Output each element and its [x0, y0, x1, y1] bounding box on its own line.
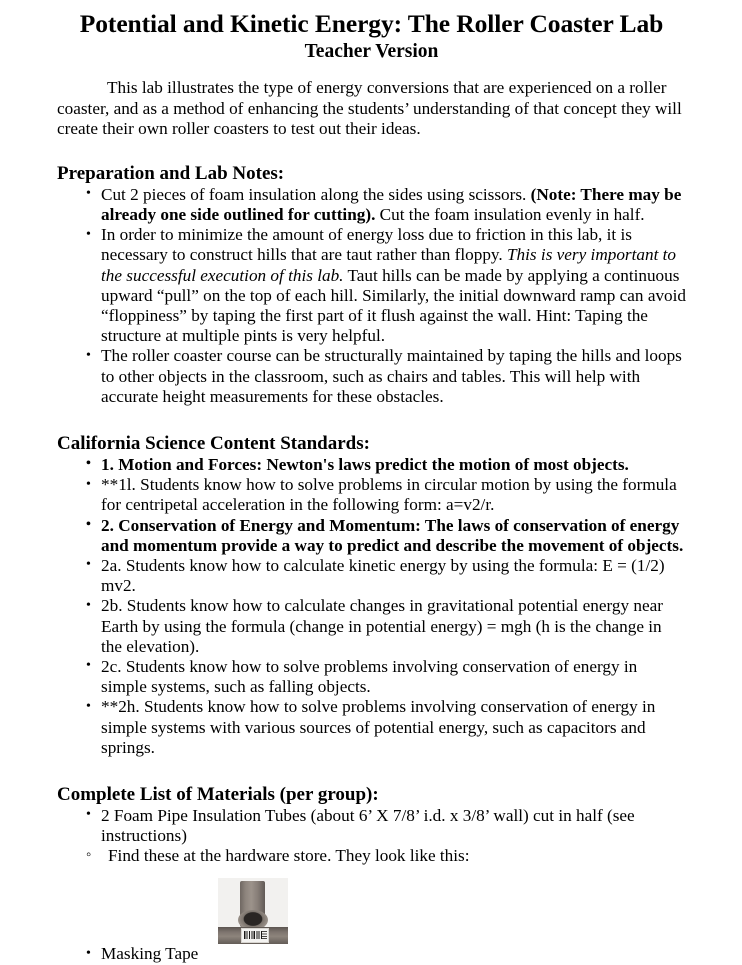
barcode-icon — [244, 931, 262, 939]
page-subtitle: Teacher Version — [304, 40, 439, 62]
run-text: 2a. Students know how to calculate kinetic energy by using the formula: E = (1/2) mv2. — [101, 555, 665, 596]
run-text: **1l. Students know how to solve problems in circular motion by using the formula for centripetal acceleration in the following form: a=v2/r. — [101, 475, 677, 515]
page-title: Potential and Kinetic Energy: The Roller Coaster Lab — [79, 9, 664, 38]
sub-list-item — [57, 846, 686, 866]
section-heading-standards: California Science Content Standards: — [57, 433, 370, 455]
standards-list — [57, 455, 686, 758]
materials-list-continued — [57, 944, 686, 964]
list-item — [57, 455, 686, 475]
run-text: Cut 2 pieces of foam insulation along the sides using scissors. — [101, 184, 531, 204]
run-text: In order to minimize the amount of energy loss due to friction in this lab, it is necessary to construct hills that are taut rather than floppy. — [101, 225, 632, 265]
list-item — [57, 185, 686, 225]
run-text-bold: (Note: There may be already one side outlined for cutting). — [101, 184, 682, 225]
label-text-lines — [262, 931, 267, 940]
list-item — [57, 657, 686, 697]
run-text: The roller coaster course can be structurally maintained by taping the hills and loops to other objects in the classroom, such as chairs and tables. This will help with accurate height measurements for these obstacles. — [101, 346, 682, 406]
run-text: 2b. Students know how to calculate changes in gravitational potential energy near Earth by using the formula (change in potential energy) = mgh (h is the change in the elevation). — [101, 596, 663, 656]
list-item — [57, 596, 686, 657]
run-text: **2h. Students know how to solve problems involving conservation of energy in simple systems with various sources of potential energy, such as capacitors and springs. — [101, 697, 656, 757]
run-text: 2 Foam Pipe Insulation Tubes (about 6’ X 7/8’ i.d. x 3/8’ wall) cut in half (see instructions) — [101, 805, 635, 845]
list-item — [57, 516, 686, 556]
product-label — [241, 928, 269, 943]
run-text: 2c. Students know how to solve problems involving conservation of energy in simple systems, such as falling objects. — [101, 656, 638, 697]
foam-pipe-insulation-photo — [218, 878, 288, 944]
run-text: 1. Motion and Forces: Newton's laws predict the motion of most objects. — [101, 454, 629, 474]
list-item — [57, 225, 686, 346]
list-item — [57, 697, 686, 758]
run-text: Cut the foam insulation evenly in half. — [375, 205, 645, 225]
list-item — [57, 806, 686, 846]
run-text: Find these at the hardware store. They look like this: — [108, 846, 470, 866]
photo-container — [218, 878, 686, 944]
list-item — [57, 556, 686, 596]
run-text: Taut hills can be made by applying a continuous upward “pull” on the top of each hill. Similarly, the initial downward ramp can avoid “floppiness” by taping the first part of it flush against the wall. Hint: Taping the structure at multiple pints is very helpful. — [101, 265, 687, 346]
materials-sublist — [57, 846, 686, 866]
section-heading-materials: Complete List of Materials (per group): — [57, 783, 379, 805]
preparation-list — [57, 185, 686, 407]
section-heading-preparation: Preparation and Lab Notes: — [57, 162, 285, 184]
intro-paragraph: This lab illustrates the type of energy conversions that are experienced on a roller coaster, and as a method of enhancing the students’ understanding of that concept they will create their own roller coasters to test out their ideas. — [57, 78, 682, 138]
run-text-italic: This is very important to the successful execution of this lab. — [101, 245, 677, 285]
document-body — [57, 10, 686, 965]
run-text: Masking Tape — [101, 944, 199, 964]
run-text: 2. Conservation of Energy and Momentum: The laws of conservation of energy and momentum provide a way to predict and describe the movement of objects. — [101, 515, 684, 555]
list-item — [57, 475, 686, 515]
list-item — [57, 346, 686, 407]
list-item — [57, 944, 686, 964]
materials-list — [57, 806, 686, 846]
